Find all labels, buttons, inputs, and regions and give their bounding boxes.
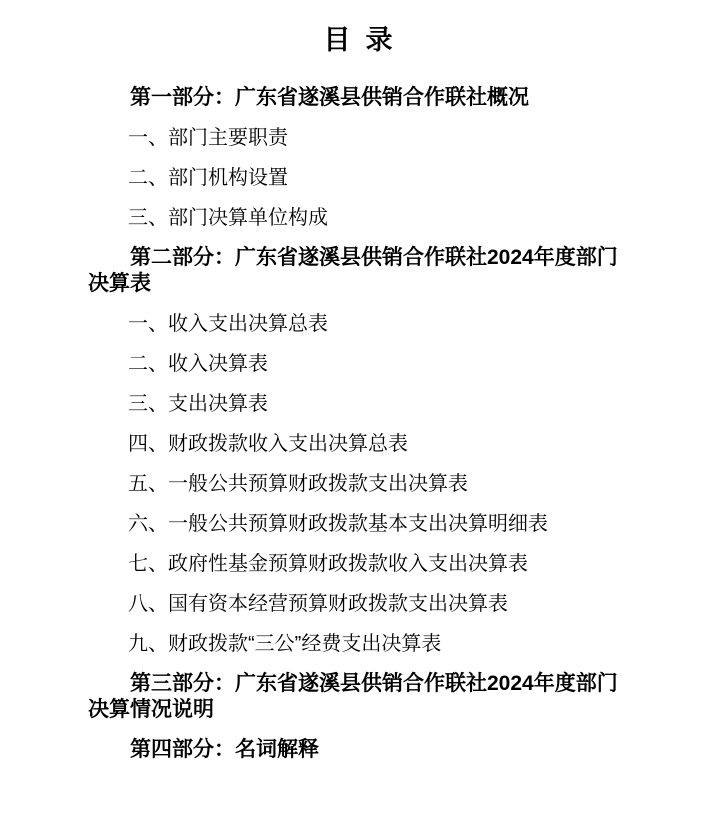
toc-item: 三、支出决算表 <box>128 393 268 415</box>
toc-item: 二、部门机构设置 <box>128 167 288 189</box>
page-title: 目 录 <box>323 25 393 55</box>
toc-item: 六、一般公共预算财政拨款基本支出决算明细表 <box>128 513 548 535</box>
section-3-heading: 第三部分：广东省遂溪县供销合作联社2024年度部门决算情况说明 <box>88 672 618 721</box>
toc-item: 一、收入支出决算总表 <box>128 313 328 335</box>
section-1-heading: 第一部分：广东省遂溪县供销合作联社概况 <box>130 86 529 109</box>
section-2-heading: 第二部分：广东省遂溪县供销合作联社2024年度部门决算表 <box>88 246 618 295</box>
toc-item: 九、财政拨款“三公”经费支出决算表 <box>128 633 442 655</box>
toc-item: 八、国有资本经营预算财政拨款支出决算表 <box>128 593 508 615</box>
toc-item: 二、收入决算表 <box>128 353 268 375</box>
section-4-heading: 第四部分：名词解释 <box>130 738 319 761</box>
toc-item: 七、政府性基金预算财政拨款收入支出决算表 <box>128 553 528 575</box>
toc-list <box>88 85 628 763</box>
toc-item: 三、部门决算单位构成 <box>128 207 328 229</box>
toc-item: 五、一般公共预算财政拨款支出决算表 <box>128 473 468 495</box>
toc-item: 一、部门主要职责 <box>128 127 288 149</box>
toc-item: 四、财政拨款收入支出决算总表 <box>128 433 408 455</box>
